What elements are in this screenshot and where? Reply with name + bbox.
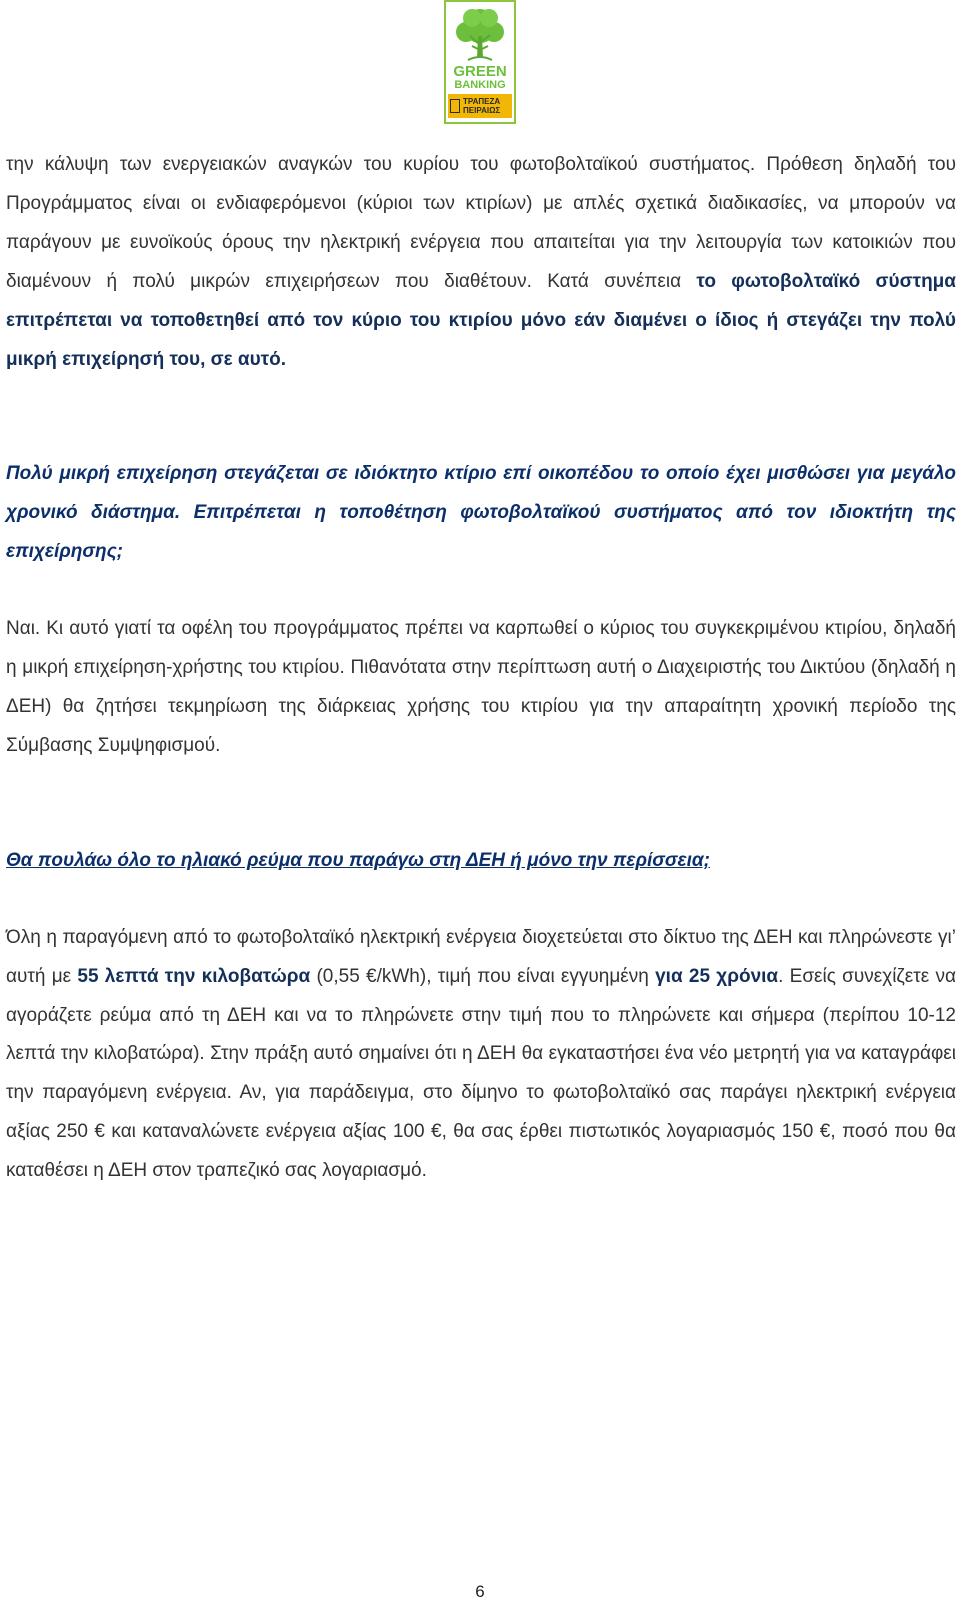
logo-bank-line2: ΠΕΙΡΑΙΩΣ	[463, 106, 501, 115]
answer2-text-3: . Εσείς συνεχίζετε να αγοράζετε ρεύμα από τη ΔΕΗ και να το πληρώνετε στην τιμή που το πληρώνετε και σήμερα (περίπου 10-12 λεπτά την κιλοβατώρα). Στην πράξη αυτό σημαίνει ότι η ΔΕΗ θα εγκαταστήσει ένα νέο μετρητή για να καταγράφει την παραγόμενη ενέργεια. Αν, για παράδειγμα, στο δίμηνο το φωτοβολταϊκό σας παράγει ηλεκτρική ενέργεια αξίας 250 € και καταναλώνετε ενέργεια αξίας 100 €, θα σας έρθει πιστωτικός λογαριασμός 150 €, ποσό που θα καταθέσει η ΔΕΗ στον τραπεζικό σας λογαριασμό.	[6, 965, 956, 1182]
paragraph-program-purpose	[6, 146, 956, 379]
paragraph-text: την κάλυψη των ενεργειακών αναγκών του κυρίου του φωτοβολταϊκού συστήματος. Πρόθεση δηλαδή του Προγράμματος είναι οι ενδιαφερόμενοι (κύριοι των κτιρίων) με απλές σχετικά διαδικασίες, να μπορούν να παράγουν με ευνοϊκούς όρους την ηλεκτρική ενέργεια που απαιτείται για την λειτουργία των κατοικιών που διαμένουν ή πολύ μικρών επιχειρήσεων που διαθέτουν. Κατά συνέπεια	[6, 154, 956, 292]
green-banking-logo	[444, 0, 516, 124]
answer-paragraph-2	[6, 919, 956, 1191]
question-heading-2: Θα πουλάω όλο το ηλιακό ρεύμα που παράγω στη ΔΕΗ ή μόνο την περίσσεια;	[6, 849, 710, 871]
answer2-text-2: (0,55 €/kWh), τιμή που είναι εγγυημένη	[310, 965, 656, 987]
answer2-emphasis-duration: για 25 χρόνια	[655, 965, 779, 987]
document-body	[6, 146, 956, 1191]
answer-paragraph-1: Ναι. Κι αυτό γιατί τα οφέλη του προγράμματος πρέπει να καρπωθεί ο κύριος του συγκεκριμένου κτιρίου, δηλαδή η μικρή επιχείρηση-χρήστης του κτιρίου. Πιθανότατα στην περίπτωση αυτή ο Διαχειριστής του Δικτύου (δηλαδή η ΔΕΗ) θα ζητήσει τεκμηρίωση της διάρκειας χρήσης του κτιρίου για την απαραίτητη χρονική περίοδο της Σύμβασης Συμψηφισμού.	[6, 618, 956, 756]
answer2-emphasis-rate: 55 λεπτά την κιλοβατώρα	[77, 965, 311, 987]
logo-bank-line1: ΤΡΑΠΕΖΑ	[463, 97, 501, 106]
logo-line1: GREEN	[453, 63, 507, 80]
page-number: 6	[475, 1582, 485, 1601]
answer2-text-1: Όλη η παραγόμενη από το φωτοβολταϊκό ηλεκτρική ενέργεια διοχετεύεται στο δίκτυο της ΔΕΗ και πληρώνεστε γι’ αυτή με	[6, 926, 956, 987]
logo-bank-name	[463, 97, 500, 115]
tree-icon	[452, 6, 508, 64]
logo-bank-band	[448, 94, 512, 118]
bank-mark-icon	[450, 99, 460, 113]
question-heading-1: Πολύ μικρή επιχείρηση στεγάζεται σε ιδιόκτητο κτίριο επί οικοπέδου το οποίο έχει μισθώσει για μεγάλο χρονικό διάστημα. Επιτρέπεται η τοποθέτηση φωτοβολταϊκού συστήματος από τον ιδιοκτήτη της επιχείρησης;	[6, 463, 956, 563]
logo-line2: BANKING	[454, 79, 506, 91]
paragraph-emphasis: το φωτοβολταϊκό σύστημα επιτρέπεται να τοποθετηθεί από τον κύριο του κτιρίου μόνο εάν διαμένει ο ίδιος ή στεγάζει την πολύ μικρή επιχείρησή του, σε αυτό.	[6, 270, 956, 370]
